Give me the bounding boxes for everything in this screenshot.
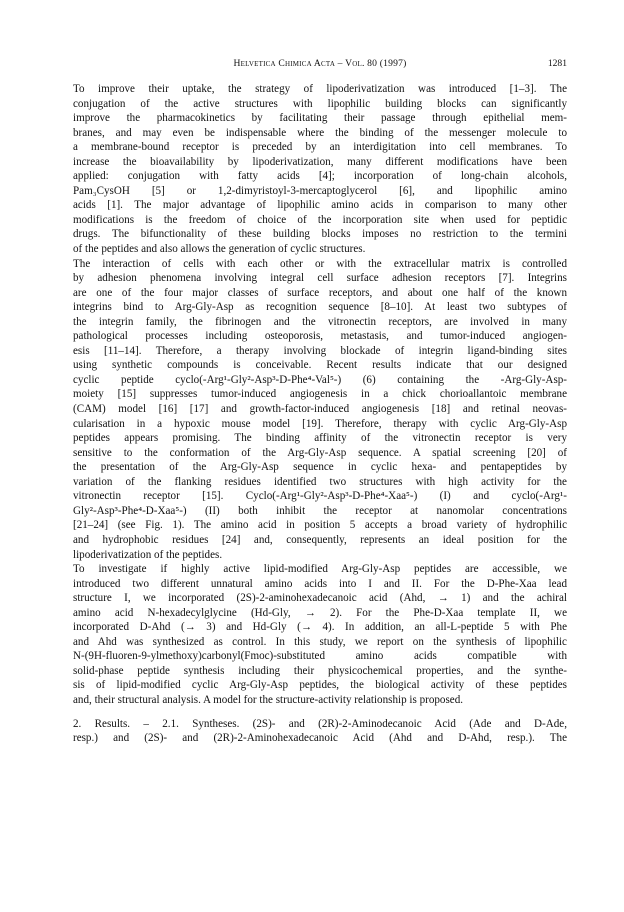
text-line: improve the pharmacokinetics by facilitating their passage through epithelial mem-: [73, 112, 567, 125]
text-line: cyclic peptide cyclo(-Arg¹-Gly²-Asp³-D-Phe⁴-Val⁵-) (6) containing the -Arg-Gly-Asp-: [73, 373, 567, 386]
text-line: moiety [15] suppresses tumor-induced angiogenesis in a chick chorioallantoic membrane: [73, 388, 567, 401]
text-line: applied: conjugation with fatty acids [4]; incorporation of long-chain alcohols,: [73, 170, 567, 183]
text-line: solid-phase peptide synthesis including their physicochemical properties, and the synthe-: [73, 664, 567, 677]
body-text: [73, 82, 567, 746]
text-line: variation of the flanking residues identified two structures with high activity for the: [73, 475, 567, 488]
text-line: lipoderivatization of the peptides.: [73, 548, 223, 561]
text-line: [21–24] (see Fig. 1). The amino acid in position 5 accepts a broad variety of hydrophilic: [73, 519, 567, 532]
text-line: esis [11–14]. Therefore, a therapy involving blockade of integrin ligand-binding sites: [73, 344, 567, 357]
text-line: branes, and may even be indispensable where the binding of the messenger molecule to: [73, 126, 567, 139]
text-line: To improve their uptake, the strategy of lipoderivatization was introduced [1–3]. The: [73, 83, 567, 95]
text-line: the integrin family, the fibrinogen and the vitronectin receptors, are involved in many: [73, 315, 567, 328]
text-line: using synthetic compounds is conceivable. Recent results indicate that our designed: [73, 359, 567, 372]
text-line: and Ahd was synthesized as control. In this study, we report on the synthesis of lipophilic: [73, 635, 567, 648]
text-line: structure I, we incorporated (2S)-2-aminohexadecanoic acid (Ahd, → 1) and the achiral: [73, 592, 567, 605]
text-line: pathological processes including osteoporosis, metastasis, and tumor-induced angiogen-: [73, 330, 567, 343]
text-line: drugs. The bifunctionality of these building blocks imposes no restriction to the termini: [73, 228, 567, 241]
text-line: vitronectin receptor [15]. Cyclo(-Arg¹-Gly²-Asp³-D-Phe⁴-Xaa⁵-) (I) and cyclo(-Arg¹-: [73, 490, 567, 503]
text-line: sis of lipid-modified cyclic Arg-Gly-Asp peptides, the biological activity of these peptides: [73, 679, 567, 692]
text-line: modifications is the freedom of choice of the incorporation site when used for peptidic: [73, 213, 567, 226]
text-line: (CAM) model [16] [17] and growth-factor-induced angiogenesis [18] and retinal neovas-: [73, 403, 567, 416]
journal-page: [73, 58, 567, 746]
text-line: increase the bioavailability by lipoderivatization, many different modifications have been: [73, 155, 567, 168]
text-line: amino acid N-hexadecylglycine (Hd-Gly, → 2). For the Phe-D-Xaa template II, we: [73, 606, 567, 619]
text-line: by adhesion phenomena involving integral cell surface adhesion receptors [7]. Integrins: [73, 272, 567, 285]
running-header: [73, 58, 567, 70]
text-line: cularisation in a hypoxic mouse model [19]. Therefore, therapy with cyclic Arg-Gly-Asp: [73, 417, 567, 430]
text-line: and hydrophobic residues [24] and, consequently, represents an ideal position for the: [73, 533, 567, 546]
journal-title: Helvetica Chimica Acta – Vol. 80 (1997): [233, 58, 407, 69]
text-line: introduced two different unnatural amino acids into I and II. For the D-Phe-Xaa lead: [73, 577, 567, 590]
text-line: of the peptides and also allows the generation of cyclic structures.: [73, 243, 366, 256]
text-line: The interaction of cells with each other or with the extracellular matrix is controlled: [73, 257, 567, 270]
text-line: sensitive to the conformation of the Arg-Gly-Asp sequence. A spatial screening [20] of: [73, 446, 567, 459]
text-line: 2. Results. – 2.1. Syntheses. (2S)- and (2R)-2-Aminodecanoic Acid (Ade and D-Ade,: [73, 717, 567, 730]
paragraph: [73, 82, 567, 257]
text-line: resp.) and (2S)- and (2R)-2-Aminohexadecanoic Acid (Ahd and D-Ahd, resp.). The: [73, 732, 567, 745]
text-line: and, their structural analysis. A model for the structure-activity relationship is proposed.: [73, 693, 464, 706]
text-line: N-(9H-fluoren-9-ylmethoxy)carbonyl(Fmoc)-substituted amino acids compatible with: [73, 650, 567, 663]
paragraph: [73, 717, 567, 746]
text-line: a membrane-bound receptor is preceded by an interdigitation into cell membranes. To: [73, 141, 567, 154]
paragraph: [73, 257, 567, 562]
text-line: are one of the four major classes of surface receptors, and about one half of the known: [73, 286, 567, 299]
text-line: Pam₃CysOH [5] or 1,2-dimyristoyl-3-mercaptoglycerol [6], and lipophilic amino: [73, 184, 567, 197]
text-line: the presentation of the Arg-Gly-Asp sequence in cyclic hexa- and pentapeptides by: [73, 461, 567, 474]
text-line: conjugation of the active structures with lipophilic building blocks can significantly: [73, 97, 567, 110]
page-number: 1281: [547, 58, 567, 69]
text-line: Gly²-Asp³-Phe⁴-D-Xaa⁵-) (II) both inhibit the receptor at nanomolar concentrations: [73, 504, 567, 517]
text-line: integrins bind to Arg-Gly-Asp as recognition sequence [8–10]. At least two subtypes of: [73, 301, 567, 314]
text-line: peptides appears promising. The binding affinity of the vitronectin receptor is very: [73, 432, 567, 445]
text-line: incorporated D-Ahd (→ 3) and Hd-Gly (→ 4). In addition, an all-L-peptide 5 with Phe: [73, 621, 567, 634]
paragraph: [73, 562, 567, 707]
text-line: To investigate if highly active lipid-modified Arg-Gly-Asp peptides are accessible, we: [73, 563, 567, 576]
text-line: acids [1]. The major advantage of lipophilic amino acids in comparison to many other: [73, 199, 567, 212]
